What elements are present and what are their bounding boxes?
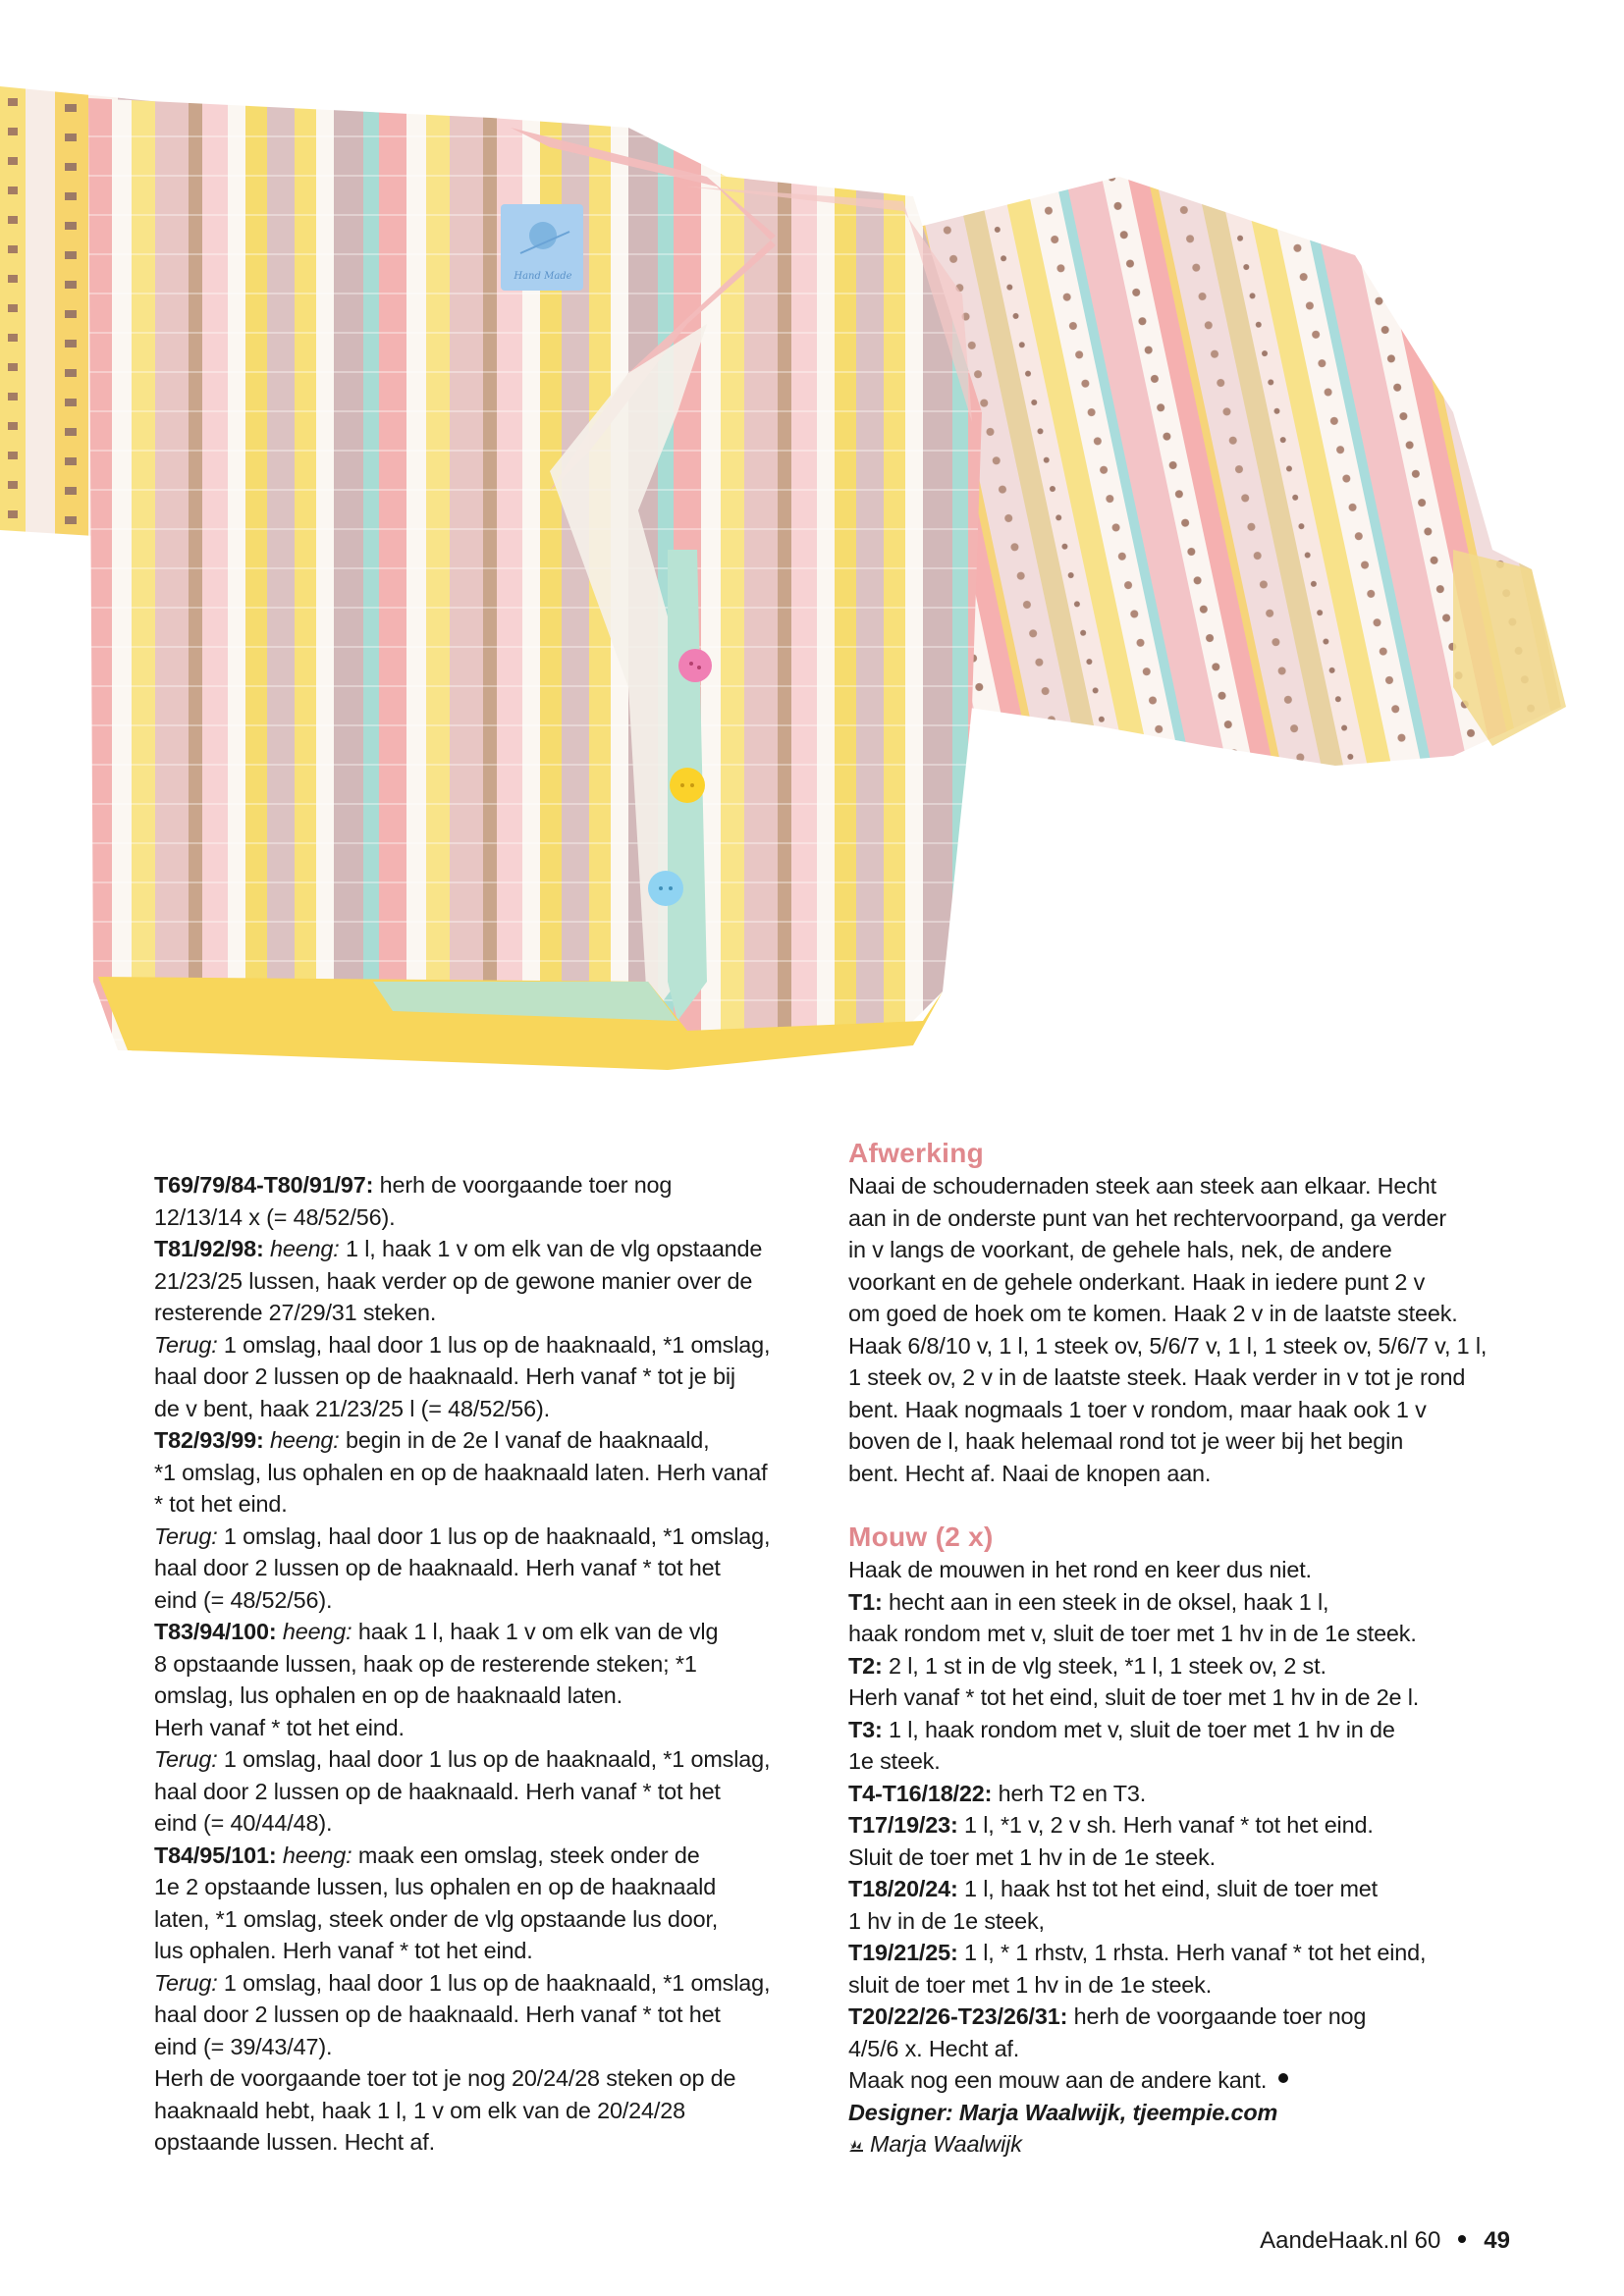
instruction-line-start (848, 1809, 1536, 1842)
instruction-line-start (848, 2001, 1536, 2033)
instruction-line (848, 1745, 1536, 1778)
instruction-text: Herh de voorgaande toer tot je nog 20/24/28 steken op de (154, 2065, 736, 2091)
instruction-text: herh de voorgaande toer nog (1067, 2003, 1367, 2029)
afwerking-line: 1 steek ov, 2 v in de laatste steek. Haak verder in v tot je rond (848, 1364, 1466, 1390)
instruction-text: Herh vanaf * tot het eind, sluit de toer met 1 hv in de 2e l. (848, 1684, 1420, 1710)
instruction-line-start (154, 1233, 832, 1265)
instruction-text: 4/5/6 x. Hecht af. (848, 2035, 1020, 2061)
instruction-line (154, 1807, 832, 1840)
direction-label: heeng: (270, 1236, 340, 1261)
instruction-line (154, 1680, 832, 1712)
instruction-text: 12/13/14 x (= 48/52/56). (154, 1203, 396, 1230)
instructions-left-column (154, 1169, 832, 2159)
instruction-line-start (154, 1424, 832, 1457)
instruction-text: haal door 2 lussen op de haaknaald. Herh vanaf * tot het (154, 1555, 721, 1580)
instruction-line (154, 1648, 832, 1681)
instruction-text: 1 hv in de 1e steek, (848, 1907, 1045, 1934)
instruction-line (154, 1776, 832, 1808)
afwerking-line: bent. Hecht af. Naai de knopen aan. (848, 1460, 1212, 1486)
instruction-line (848, 1682, 1536, 1714)
instruction-text: maak een omslag, steek onder de (352, 1842, 700, 1868)
instruction-line-start (848, 1714, 1536, 1746)
afwerking-line: Haak 6/8/10 v, 1 l, 1 steek ov, 5/6/7 v, 1 l, 1 steek ov, 5/6/7 v, 1 l, (848, 1332, 1488, 1359)
instruction-line-start (154, 1329, 832, 1362)
instruction-line (848, 1842, 1536, 1874)
round-label: T84/95/101: (154, 1842, 277, 1868)
button-pink (678, 649, 712, 682)
instruction-line (154, 1999, 832, 2031)
instruction-line (154, 2126, 832, 2159)
instruction-text: opstaande lussen. Hecht af. (154, 2129, 435, 2155)
round-label: T83/94/100: (154, 1619, 277, 1644)
button-yellow (670, 768, 705, 803)
instruction-line-start (848, 1937, 1536, 1969)
instruction-text: haal door 2 lussen op de haaknaald. Herh vanaf * tot het (154, 2002, 721, 2027)
instruction-line (154, 1201, 832, 1234)
instructions-right-column (848, 1137, 1536, 2161)
instruction-line (848, 1905, 1536, 1938)
instruction-text: Herh vanaf * tot het eind. (154, 1714, 405, 1740)
round-label: T82/93/99: (154, 1427, 264, 1453)
photographer-credit: Marja Waalwijk (848, 2128, 1536, 2161)
direction-label: Terug: (154, 1331, 218, 1358)
page-number: 49 (1484, 2227, 1510, 2254)
instruction-text: 2 l, 1 st in de vlg steek, *1 l, 1 steek ov, 2 st. (882, 1652, 1326, 1679)
round-label: T1: (848, 1588, 883, 1615)
instruction-line-start (848, 1650, 1536, 1682)
instruction-text: 1 omslag, haal door 1 lus op de haaknaald, *1 omslag, (217, 1522, 771, 1549)
instruction-text: 1e 2 opstaande lussen, lus ophalen en op de haaknaald (154, 1874, 717, 1899)
instruction-line (848, 2033, 1536, 2065)
afwerking-line: voorkant en de gehele onderkant. Haak in iedere punt 2 v (848, 1268, 1426, 1295)
instruction-line (154, 1457, 832, 1489)
instruction-text: 1 omslag, haal door 1 lus op de haaknaald, *1 omslag, (217, 1969, 771, 1996)
instruction-line-start (848, 1873, 1536, 1905)
instruction-line (154, 1488, 832, 1521)
cardigan-photo (0, 0, 1624, 1119)
instruction-line (154, 1584, 832, 1617)
instruction-line (154, 2031, 832, 2063)
instruction-line (154, 1712, 832, 1744)
instruction-text: 1 omslag, haal door 1 lus op de haaknaald, *1 omslag, (217, 1331, 771, 1358)
instruction-line (154, 1361, 832, 1393)
instruction-text: laten, *1 omslag, steek onder de vlg opstaande lus door, (154, 1905, 719, 1932)
instruction-text: haak 1 l, haak 1 v om elk van de vlg (352, 1619, 719, 1644)
instruction-text: begin in de 2e l vanaf de haaknaald, (339, 1427, 710, 1453)
afwerking-body (848, 1170, 1536, 1489)
mouw-body (848, 1586, 1536, 2065)
instruction-line-start (154, 1616, 832, 1648)
instruction-line (154, 1393, 832, 1425)
instruction-text: hecht aan in een steek in de oksel, haak 1 l, (882, 1588, 1329, 1615)
page-footer (1260, 2226, 1510, 2256)
bullet-icon (1458, 2235, 1466, 2243)
instruction-text: lus ophalen. Herh vanaf * tot het eind. (154, 1938, 533, 1963)
instruction-text: 8 opstaande lussen, haak op de resterende steken; *1 (154, 1650, 697, 1677)
handmade-label (501, 204, 583, 291)
instruction-text: 21/23/25 lussen, haak verder op de gewone manier over de (154, 1267, 753, 1294)
instruction-text: eind (= 48/52/56). (154, 1586, 333, 1613)
direction-label: heeng: (282, 1842, 352, 1868)
instruction-text: de v bent, haak 21/23/25 l (= 48/52/56). (154, 1395, 550, 1421)
round-label: T19/21/25: (848, 1940, 958, 1965)
instruction-text: eind (= 40/44/48). (154, 1810, 333, 1836)
svg-text:Hand Made: Hand Made (514, 271, 572, 282)
round-label: T3: (848, 1716, 883, 1742)
round-label: T81/92/98: (154, 1236, 264, 1261)
instruction-line-start (154, 1521, 832, 1553)
end-bullet-icon (1278, 2073, 1288, 2083)
instruction-line (154, 1265, 832, 1298)
direction-label: Terug: (154, 1969, 218, 1996)
instruction-text: eind (= 39/43/47). (154, 2033, 333, 2059)
direction-label: Terug: (154, 1522, 218, 1549)
instruction-line (154, 1871, 832, 1903)
camera-flash-icon (848, 2137, 864, 2153)
instruction-text: resterende 27/29/31 steken. (154, 1300, 437, 1325)
afwerking-line: Naai de schoudernaden steek aan steek aan elkaar. Hecht (848, 1173, 1437, 1199)
instruction-line-start (154, 1967, 832, 2000)
round-label: T2: (848, 1652, 883, 1679)
instruction-line-start (154, 1743, 832, 1776)
instruction-text: herh T2 en T3. (992, 1780, 1147, 1806)
mouw-closing: Maak nog een mouw aan de andere kant. (848, 2064, 1536, 2097)
instruction-text: 1 l, haak rondom met v, sluit de toer met 1 hv in de (882, 1716, 1395, 1742)
instruction-text: * tot het eind. (154, 1491, 288, 1517)
instruction-text: herh de voorgaande toer nog (373, 1172, 673, 1198)
round-label: T20/22/26-T23/26/31: (848, 2003, 1068, 2029)
instruction-line (154, 1552, 832, 1584)
instruction-text: Sluit de toer met 1 hv in de 1e steek. (848, 1843, 1216, 1870)
instruction-text: *1 omslag, lus ophalen en op de haaknaald laten. Herh vanaf (154, 1459, 768, 1485)
round-label: T69/79/84-T80/91/97: (154, 1172, 374, 1198)
section-heading-afwerking: Afwerking (848, 1138, 985, 1168)
instruction-line-start (154, 2062, 832, 2095)
instruction-text: haak rondom met v, sluit de toer met 1 hv in de 1e steek. (848, 1621, 1417, 1646)
afwerking-line: bent. Haak nogmaals 1 toer v rondom, maar haak ook 1 v (848, 1396, 1427, 1422)
instruction-line-start (154, 1169, 832, 1201)
instruction-text: 1 l, haak hst tot het eind, sluit de toer met (957, 1876, 1379, 1901)
instruction-text: omslag, lus ophalen en op de haaknaald laten. (154, 1682, 623, 1708)
instruction-text: 1 l, *1 v, 2 v sh. Herh vanaf * tot het eind. (957, 1812, 1374, 1838)
instruction-line (154, 1297, 832, 1329)
instruction-line-start (848, 1586, 1536, 1619)
designer-credit: Designer: Marja Waalwijk, tjeempie.com (848, 2099, 1278, 2125)
instruction-line (154, 1903, 832, 1936)
instruction-text: 1e steek. (848, 1748, 941, 1774)
instruction-text: haaknaald hebt, haak 1 l, 1 v om elk van de 20/24/28 (154, 2097, 685, 2123)
instruction-text: haal door 2 lussen op de haaknaald. Herh vanaf * tot je bij (154, 1363, 735, 1389)
mouw-intro: Haak de mouwen in het rond en keer dus niet. (848, 1557, 1312, 1582)
instruction-line-start (848, 1778, 1536, 1810)
direction-label: heeng: (282, 1619, 352, 1644)
instruction-line (154, 2095, 832, 2127)
instruction-line (848, 1618, 1536, 1650)
round-label: T17/19/23: (848, 1812, 958, 1838)
round-label: T18/20/24: (848, 1876, 958, 1901)
instruction-text: 1 l, * 1 rhstv, 1 rhsta. Herh vanaf * tot het eind, (957, 1940, 1427, 1965)
instruction-text: sluit de toer met 1 hv in de 1e steek. (848, 1971, 1213, 1998)
magazine-name: AandeHaak.nl 60 (1260, 2227, 1441, 2254)
round-label: T4-T16/18/22: (848, 1780, 993, 1806)
instruction-text: haal door 2 lussen op de haaknaald. Herh vanaf * tot het (154, 1778, 721, 1804)
section-heading-mouw: Mouw (2 x) (848, 1522, 994, 1552)
afwerking-line: aan in de onderste punt van het rechtervoorpand, ga verder (848, 1204, 1446, 1231)
instruction-text: 1 omslag, haal door 1 lus op de haaknaald, *1 omslag, (217, 1746, 771, 1772)
instruction-line (154, 1935, 832, 1967)
afwerking-line: om goed de hoek om te komen. Haak 2 v in de laatste steek. (848, 1301, 1458, 1326)
direction-label: heeng: (270, 1427, 340, 1453)
instruction-line (848, 1969, 1536, 2002)
afwerking-line: boven de l, haak helemaal rond tot je weer bij het begin (848, 1428, 1404, 1454)
button-blue (648, 871, 683, 906)
instruction-line-start (154, 1840, 832, 1872)
afwerking-line: in v langs de voorkant, de gehele hals, nek, de andere (848, 1237, 1392, 1262)
instruction-text: 1 l, haak 1 v om elk van de vlg opstaande (339, 1236, 763, 1261)
direction-label: Terug: (154, 1746, 218, 1772)
